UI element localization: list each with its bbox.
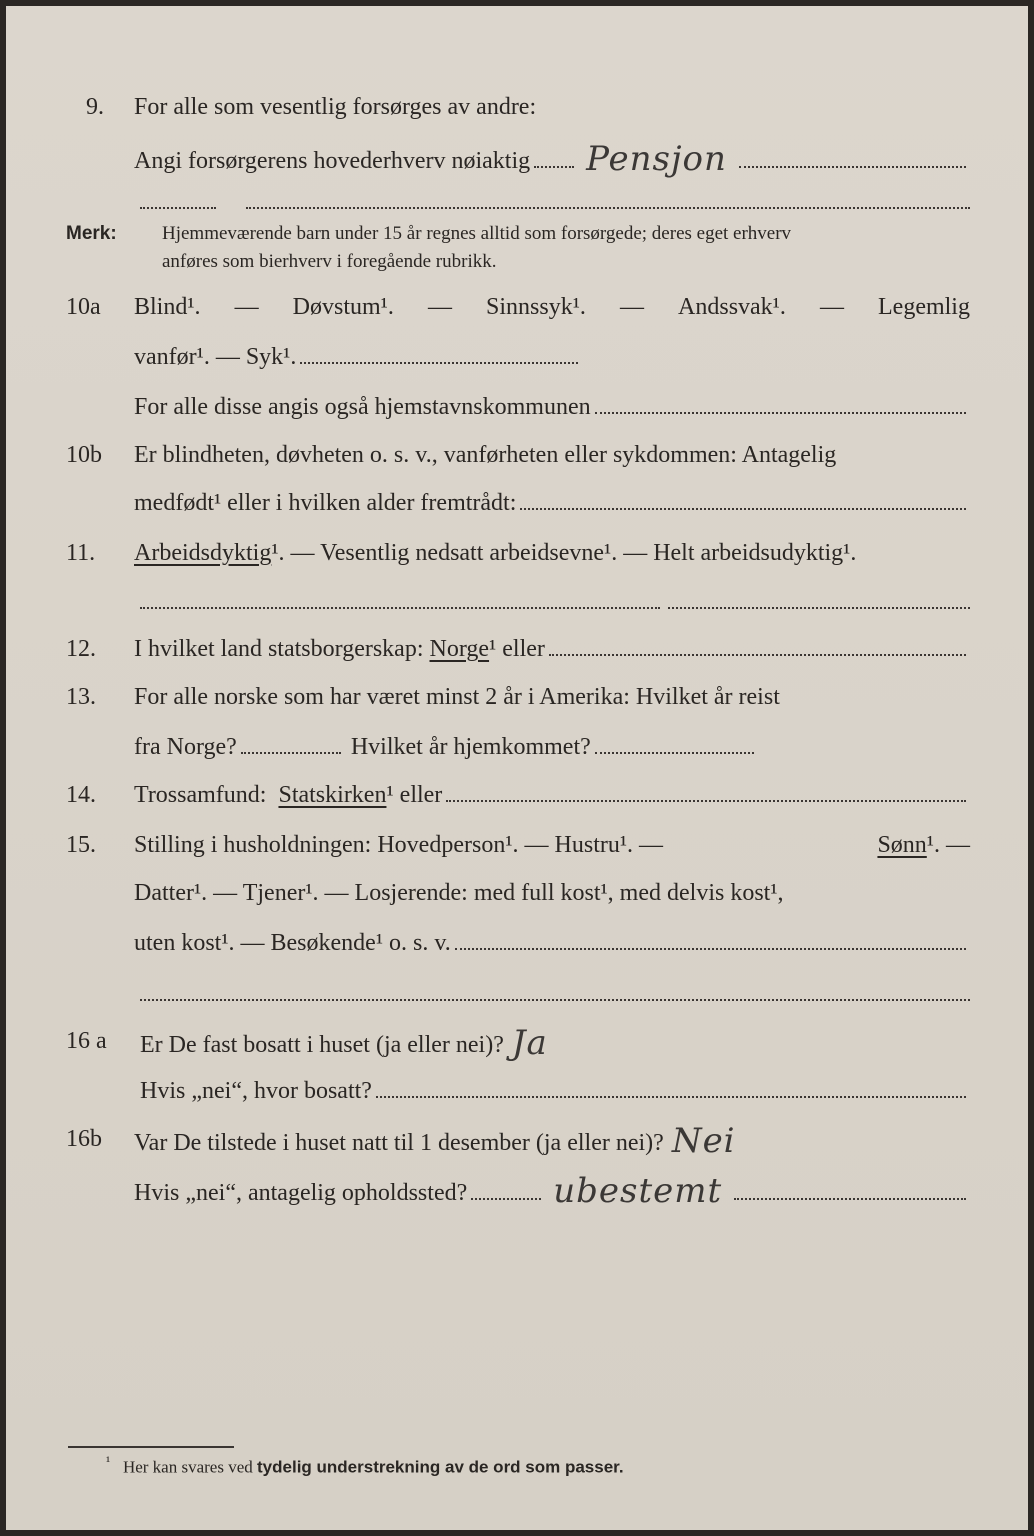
q14-rest: ¹ eller	[386, 782, 443, 808]
q10a-blank-2[interactable]	[595, 411, 966, 414]
q15-blank[interactable]	[455, 947, 966, 950]
q13-line1: For alle norske som har været minst 2 år i Amerika: Hvilket år reist	[134, 684, 780, 710]
q15-line3: uten kost¹. — Besøkende¹ o. s. v.	[134, 930, 451, 956]
footnote-text-bold: tydelig understrekning av de ord som passer.	[257, 1457, 624, 1477]
q16b-answer2[interactable]: ubestemt	[553, 1171, 723, 1211]
q13-blank-2[interactable]	[595, 751, 754, 754]
q11-underlined: Arbeidsdyktig	[134, 540, 272, 566]
q13-blank-1[interactable]	[241, 751, 341, 754]
q12-text: I hvilket land statsborgerskap:	[134, 636, 424, 662]
q9-line2: Angi forsørgerens hovederhverv nøiaktig	[134, 148, 531, 174]
q10b-line2: medfødt¹ eller i hvilken alder fremtrådt:	[134, 490, 517, 516]
q9-blank-right	[246, 206, 970, 209]
merk-line2: anføres som bierhverv i foregående rubrikk.	[162, 251, 497, 272]
q11-blank-right	[668, 606, 970, 609]
q15-number: 15.	[66, 832, 96, 858]
q15-line1b: ¹. —	[926, 832, 970, 858]
q10b-line1: Er blindheten, døvheten o. s. v., vanførheten eller sykdommen: Antagelig	[134, 442, 837, 468]
q11-number: 11.	[66, 540, 96, 566]
q13-line2b: Hvilket år hjemkommet?	[350, 734, 591, 760]
q15-line1a: Stilling i husholdningen: Hovedperson¹. — Hustru¹. —	[134, 832, 664, 858]
q9-number: 9.	[86, 94, 104, 120]
q10b-blank[interactable]	[520, 507, 966, 510]
q16a-answer[interactable]: Ja	[511, 1023, 548, 1063]
footnote	[106, 1452, 624, 1479]
q9-blank-left	[140, 206, 216, 209]
q15-underlined: Sønn	[877, 832, 927, 858]
q13-number: 13.	[66, 684, 96, 710]
q10a-blank-1[interactable]	[300, 361, 578, 364]
merk-label: Merk:	[66, 223, 117, 244]
footnote-rule	[68, 1446, 234, 1448]
q14-text: Trossamfund:	[134, 782, 267, 808]
q12-underlined: Norge	[429, 636, 490, 662]
q11-rest: ¹. — Vesentlig nedsatt arbeidsevne¹. — Helt arbeidsudyktig¹.	[271, 540, 857, 566]
q15-blank-line	[140, 998, 970, 1001]
merk-line1: Hjemmeværende barn under 15 år regnes alltid som forsørgede; deres eget erhverv	[162, 223, 792, 244]
q16b-number: 16b	[66, 1126, 102, 1152]
q16a-blank[interactable]	[376, 1095, 966, 1098]
q10b-number: 10b	[66, 442, 102, 468]
q16a-line2: Hvis „nei“, hvor bosatt?	[140, 1078, 372, 1104]
q10a-line2: vanfør¹. — Syk¹.	[134, 344, 297, 370]
q10a-number: 10a	[66, 294, 101, 320]
q16a-line1: Er De fast bosatt i huset (ja eller nei)?	[140, 1032, 504, 1058]
q12-blank[interactable]	[549, 653, 966, 656]
census-form-page: 9. For alle som vesentlig forsørges av andre: Angi forsørgerens hovederhverv nøiaktig Pensjon Merk: Hjemmeværende barn under 15 år regnes alltid som forsørgede; deres eget erhverv anføres som bierhverv i foregående rubrikk. 10a Blind¹. — Døvstum¹. — Sinnssyk¹. — Andssvak¹. — Legemlig vanfør¹. — Syk¹. For alle disse angis også hjemstavnskommunen 10b Er blindheten, døvheten o. s. v., vanførheten eller sykdommen: Antagelig medfødt¹ eller i hvilken alder fremtrådt: 11. Arbeidsdyktig ¹. — Vesentlig nedsatt arbeidsevne¹. — Helt arbeidsudyktig¹. 12. I hvilket land statsborgerskap: Norge ¹ eller 13. For alle norske som har været minst 2 år i Amerika: Hvilket år reist fra Norge? Hvilket år hjemkommet? 14. Trossamfund: Statskirken ¹ eller 15. Stilling i husholdningen: Hovedperson¹. — Hustru¹. — Sønn¹. — Datter¹. — Tjener¹. — Losjerende: med full kost¹, med delvis kost¹, uten kost¹. — Besøkende¹ o. s. v. 16 a Er De fast bosatt i huset (ja eller nei)? Ja Hvis „nei“, hvor bosatt? 16b Var De tilstede i huset natt til 1 desember (ja eller nei)? Nei Hvis „nei“, antagelig opholdssted? ubestemt $^{^1}$ Her kan svares ved tydelig understrekning av de ord som passer.	[0, 0, 1034, 1536]
footnote-mark: ¹	[106, 1455, 111, 1470]
q9-line1: For alle som vesentlig forsørges av andre:	[134, 94, 537, 120]
q14-underlined: Statskirken	[278, 782, 387, 808]
q13-line2a: fra Norge?	[134, 734, 237, 760]
q11-blank-left	[140, 606, 660, 609]
q16a-number: 16 a	[66, 1028, 107, 1054]
q14-number: 14.	[66, 782, 96, 808]
footnote-text-plain: Her kan svares ved	[122, 1457, 253, 1477]
q14-blank[interactable]	[446, 799, 966, 802]
q12-number: 12.	[66, 636, 96, 662]
q10a-line3: For alle disse angis også hjemstavnskommunen	[134, 394, 591, 420]
q12-rest: ¹ eller	[489, 636, 545, 662]
q9-answer[interactable]: Pensjon	[586, 139, 727, 179]
q15-line2: Datter¹. — Tjener¹. — Losjerende: med full kost¹, med delvis kost¹,	[134, 880, 784, 906]
q16b-answer1[interactable]: Nei	[671, 1121, 736, 1161]
q16b-line2: Hvis „nei“, antagelig opholdssted?	[134, 1180, 468, 1206]
q16b-line1: Var De tilstede i huset natt til 1 desember (ja eller nei)?	[134, 1130, 664, 1156]
